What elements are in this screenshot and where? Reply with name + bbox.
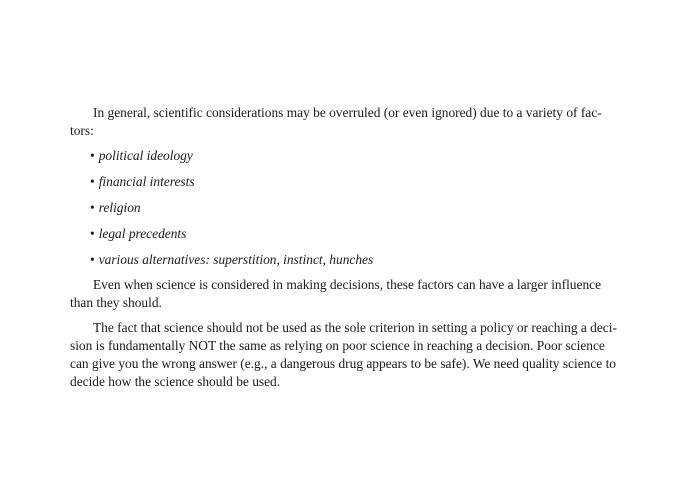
bullet-dot: • [90,148,95,163]
bullet-dot: • [90,226,95,241]
bullet-item-label: political ideology [98,148,193,163]
bullet-dot: • [90,252,95,267]
bullet-item-1 [90,147,193,165]
paragraph-1-line-2: tors: [70,123,94,138]
paragraph-3-line-3: can give you the wrong answer (e.g., a dangerous drug appears to be safe). We need quality science to [70,356,617,371]
bullet-item-3 [90,199,141,217]
document-page [70,0,617,496]
bullet-item-5 [90,251,373,269]
bullet-item-label: various alternatives: superstition, instinct, hunches [98,252,374,267]
paragraph-1-line-1: In general, scientific considerations may be overruled (or even ignored) due to a variety of fac- [93,105,602,120]
paragraph-2-line-1: Even when science is considered in making decisions, these factors can have a larger influence [93,277,602,292]
paragraph-3-line-4: decide how the science should be used. [70,374,281,389]
paragraph-3-line-1: The fact that science should not be used as the sole criterion in setting a policy or reaching a deci- [93,320,617,335]
bullet-item-label: legal precedents [98,226,187,241]
bullet-dot: • [90,200,95,215]
bullet-item-label: financial interests [98,174,195,189]
bullet-item-4 [90,225,186,243]
paragraph-3-line-2: sion is fundamentally NOT the same as relying on poor science in reaching a decision. Poor science [70,338,605,353]
paragraph-2-line-2: than they should. [70,295,162,310]
bullet-item-label: religion [98,200,141,215]
bullet-dot: • [90,174,95,189]
bullet-item-2 [90,173,195,191]
